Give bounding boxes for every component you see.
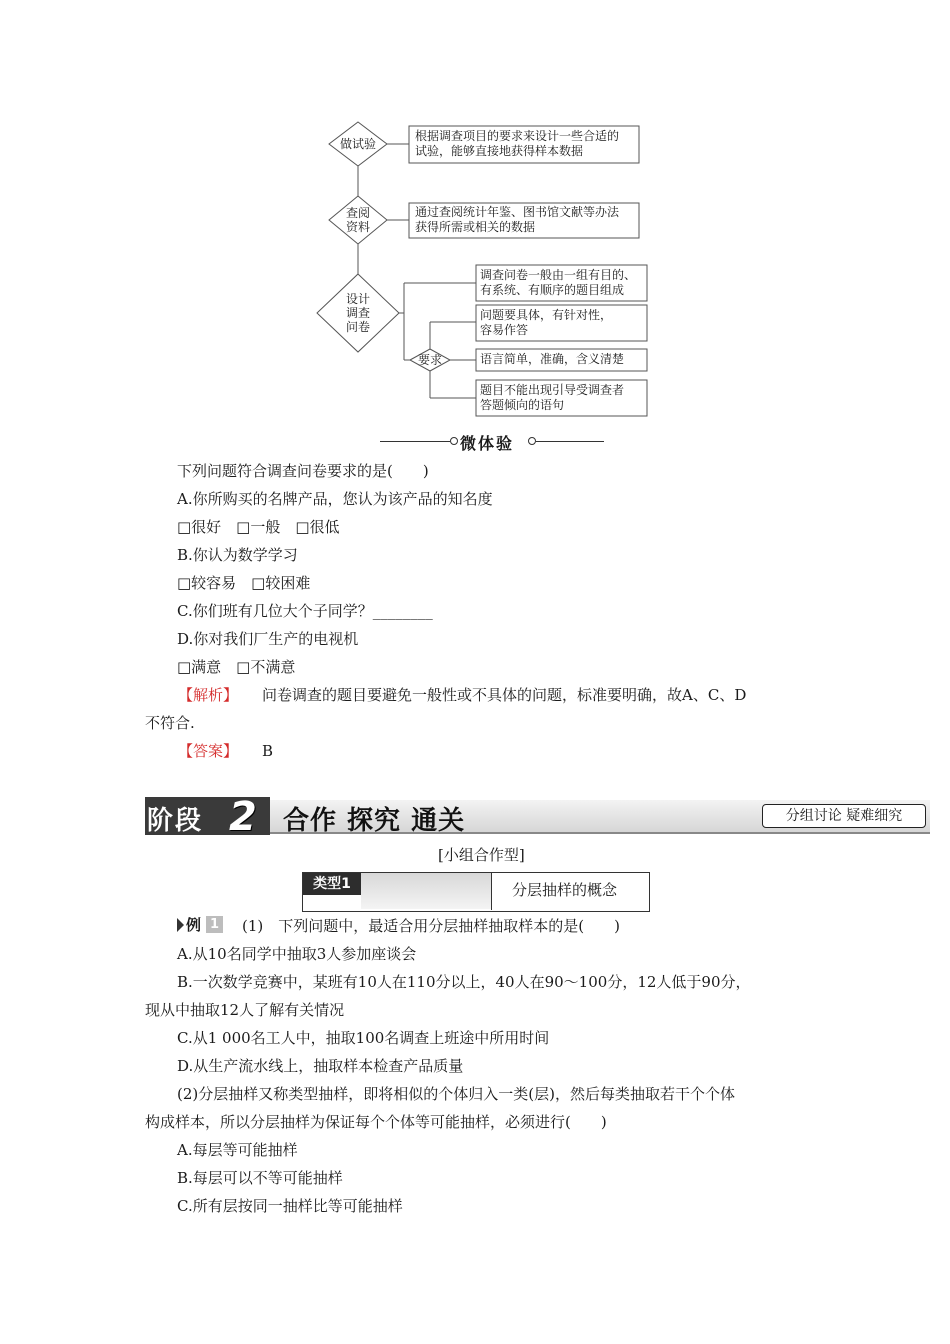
example-q2-option-b: B.每层可以不等可能抽样 [177,1169,343,1187]
node-design-line2: 调查 [345,306,370,320]
group-type-label: [小组合作型] [438,846,525,864]
node-design-line3: 问卷 [345,320,370,334]
type-box-divider [491,873,492,910]
example-q1-option-a: A.从10名同学中抽取3人参加座谈会 [177,945,417,963]
box-req2-text [480,352,624,367]
box-experiment-line1: 根据调查项目的要求来设计一些合适的 [415,129,620,143]
example-q2-option-a: A.每层等可能抽样 [177,1141,298,1159]
separator-line-left [380,441,450,442]
answer-label: 【答案】 [178,742,239,760]
example-q1-option-b-continued: 现从中抽取12人了解有关情况 [145,1001,345,1019]
type-box-shade [361,873,491,909]
box-req3-text [480,383,624,413]
box-req1-text [480,308,612,338]
example-q2-continued: 构成样本，所以分层抽样为保证每个个体等可能抽样，必须进行( ) [145,1113,607,1131]
answer-value: B [262,742,274,760]
analysis-text: 问卷调查的题目要避免一般性或不具体的问题，标准要明确，故A、C、D [262,686,747,704]
box-req3-line1: 题目不能出现引导受调查者 [480,383,625,397]
quiz-question: 下列问题符合调查问卷要求的是( ) [177,462,429,480]
separator-dot-left [450,437,458,445]
box-design-line2: 有系统、有顺序的题目组成 [480,283,625,297]
example-q1-option-c: C.从1 000名工人中，抽取100名调查上班途中所用时间 [177,1029,550,1047]
node-consult [335,206,381,234]
quiz-option-b-choices: □较容易 □较困难 [177,574,311,592]
example-q2: (2)分层抽样又称类型抽样，即将相似的个体归入一类(层)，然后每类抽取若干个个体 [177,1085,735,1103]
box-req1-line2: 容易作答 [480,323,529,337]
box-consult-text [415,205,619,235]
type-name: 分层抽样的概念 [512,881,618,899]
stage-label: 阶段 [147,806,204,836]
box-req1-line1: 问题要具体，有针对性， [480,308,613,322]
node-consult-line2: 资料 [345,220,370,234]
section-title: 微体验 [460,434,515,453]
example-q1: (1) 下列问题中，最适合用分层抽样抽取样本的是( ) [242,917,620,935]
box-req3-line2: 答题倾向的语句 [480,398,565,412]
box-consult-line2: 获得所需或相关的数据 [415,220,536,234]
quiz-option-d: D.你对我们厂生产的电视机 [177,630,359,648]
example-number: 1 [206,916,223,933]
box-design-line1: 调查问卷一般由一组有目的、 [480,268,637,282]
box-req2-line1: 语言简单，准确，含义清楚 [480,352,625,366]
node-design [335,292,381,334]
separator-dot-right [528,437,536,445]
example-label: 例 [186,916,202,934]
quiz-option-c: C.你们班有几位大个子同学？________ [177,602,433,620]
example-q1-option-d: D.从生产流水线上，抽取样本检查产品质量 [177,1057,464,1075]
node-consult-line1: 查阅 [345,206,370,220]
example-arrow-icon [177,918,184,932]
separator-line-right [536,441,604,442]
analysis-text-continued: 不符合. [145,714,195,732]
type-label: 类型1 [303,873,361,895]
stage-number: 2 [229,794,257,840]
node-experiment: 做试验 [339,137,376,151]
quiz-option-b: B.你认为数学学习 [177,546,298,564]
box-consult-line1: 通过查阅统计年鉴、图书馆文献等办法 [415,205,620,219]
quiz-option-d-choices: □满意 □不满意 [177,658,296,676]
node-requirement: 要求 [417,353,442,367]
box-experiment-line2: 试验，能够直接地获得样本数据 [415,144,584,158]
box-design-text [480,268,636,298]
analysis-label: 【解析】 [178,686,239,704]
example-q2-option-c: C.所有层按同一抽样比等可能抽样 [177,1197,403,1215]
node-design-line1: 设计 [345,292,370,306]
box-experiment-text [415,129,619,159]
stage-tag: 分组讨论 疑难细究 [762,804,926,828]
example-q1-option-b: B.一次数学竞赛中，某班有10人在110分以上，40人在90～100分，12人低于90分， [177,973,751,991]
quiz-option-a-choices: □很好 □一般 □很低 [177,518,340,536]
quiz-option-a: A.你所购买的名牌产品，您认为该产品的知名度 [177,490,493,508]
stage-title: 合作 探究 通关 [283,806,466,836]
